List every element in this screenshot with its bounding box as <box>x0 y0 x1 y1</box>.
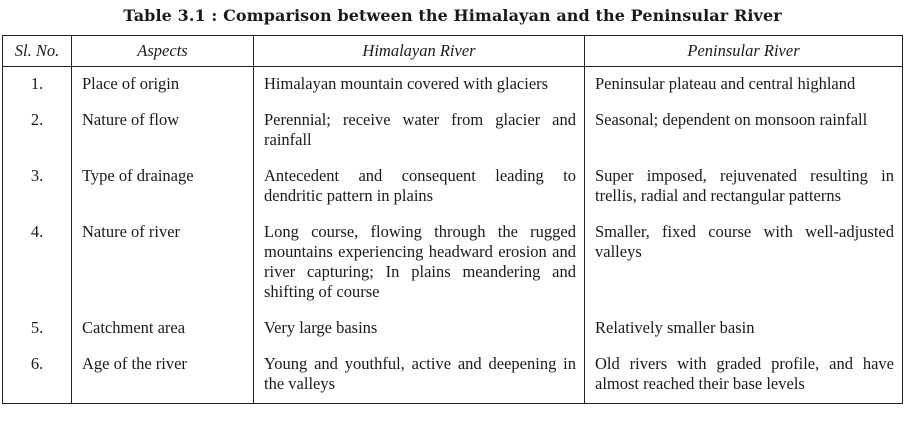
row-himalayan: Antecedent and consequent leading to dendritic pattern in plains <box>254 159 585 215</box>
row-himalayan: Very large basins <box>254 311 585 347</box>
row-aspect: Type of drainage <box>72 159 254 215</box>
row-peninsular: Old rivers with graded profile, and have almost reached their base levels <box>585 347 903 404</box>
table-row <box>3 215 903 311</box>
row-sl-no: 3. <box>3 159 72 215</box>
row-aspect: Age of the river <box>72 347 254 404</box>
row-aspect: Nature of river <box>72 215 254 311</box>
row-aspect: Catchment area <box>72 311 254 347</box>
row-aspect: Place of origin <box>72 67 254 104</box>
header-himalayan-river: Himalayan River <box>254 36 585 67</box>
row-himalayan: Young and youthful, active and deepening in the valleys <box>254 347 585 404</box>
row-peninsular: Super imposed, rejuvenated resulting in trellis, radial and rectangular patterns <box>585 159 903 215</box>
table-row <box>3 311 903 347</box>
row-sl-no: 6. <box>3 347 72 404</box>
row-peninsular: Smaller, fixed course with well-adjusted valleys <box>585 215 903 311</box>
comparison-table <box>2 35 903 404</box>
table-row <box>3 159 903 215</box>
header-aspects: Aspects <box>72 36 254 67</box>
table-row <box>3 103 903 159</box>
row-sl-no: 2. <box>3 103 72 159</box>
row-peninsular: Peninsular plateau and central highland <box>585 67 903 104</box>
row-sl-no: 4. <box>3 215 72 311</box>
row-sl-no: 1. <box>3 67 72 104</box>
row-aspect: Nature of flow <box>72 103 254 159</box>
row-sl-no: 5. <box>3 311 72 347</box>
header-peninsular-river: Peninsular River <box>585 36 903 67</box>
table-row <box>3 347 903 404</box>
table-row <box>3 67 903 104</box>
row-himalayan: Perennial; receive water from glacier and rainfall <box>254 103 585 159</box>
row-himalayan: Himalayan mountain covered with glaciers <box>254 67 585 104</box>
row-peninsular: Relatively smaller basin <box>585 311 903 347</box>
header-sl-no: Sl. No. <box>3 36 72 67</box>
row-peninsular: Seasonal; dependent on monsoon rainfall <box>585 103 903 159</box>
table-caption: Table 3.1 : Comparison between the Himalayan and the Peninsular River <box>123 6 782 25</box>
header-row <box>3 36 903 67</box>
row-himalayan: Long course, flowing through the rugged mountains experiencing headward erosion and river capturing; In plains meandering and shifting of course <box>254 215 585 311</box>
